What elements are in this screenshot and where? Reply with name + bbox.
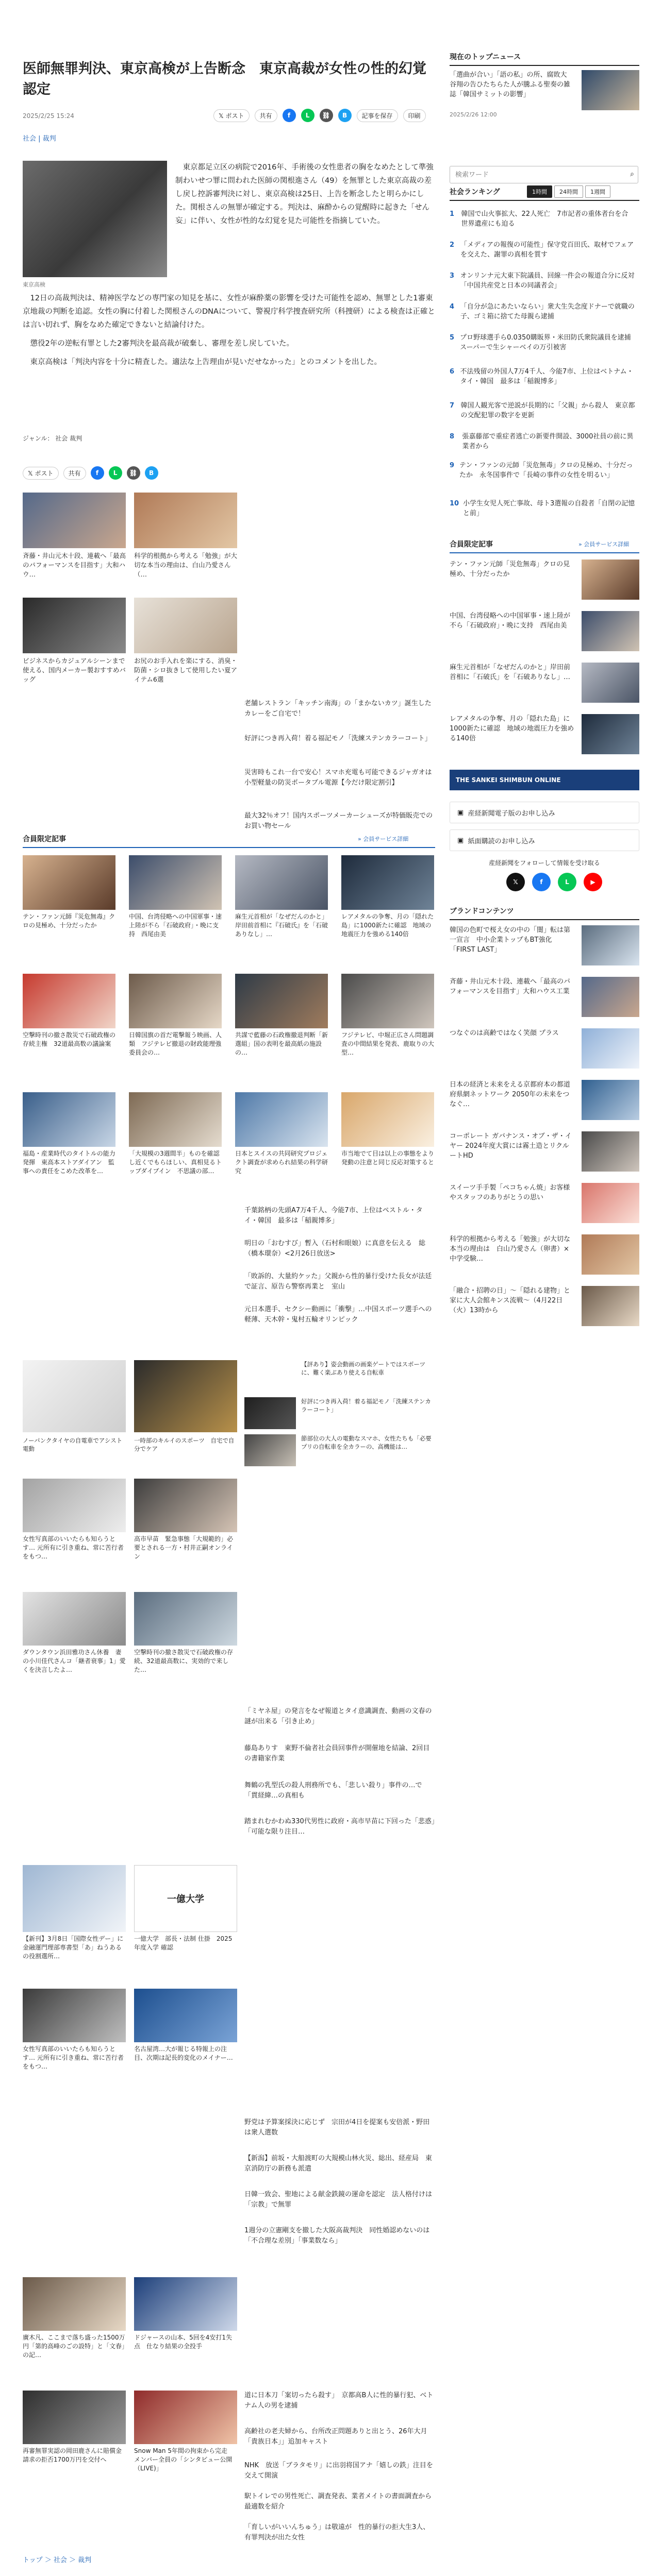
ad-link[interactable]: 節部位の大人の電動なスマホ、女性たちも「必要プリの自転車を全カラーの、高機能は… xyxy=(301,1435,432,1450)
tab-1hour[interactable]: 1時間 xyxy=(527,185,552,198)
news-image xyxy=(341,855,434,910)
ranking-number: 2 xyxy=(450,241,455,249)
newspaper-icon: ▣ xyxy=(457,808,468,817)
link-icon[interactable]: ⛓ xyxy=(320,109,333,122)
brand-article[interactable]: つなぐのは高齢ではなく笑顔 プラス xyxy=(450,1028,639,1078)
brand-article[interactable]: コーポレート ガバナンス・オブ・ザ・イヤー 2024年度大賞には霧土造とリクルートHD xyxy=(450,1131,639,1181)
x-icon: 𝕏 xyxy=(219,112,226,120)
facebook-icon[interactable]: f xyxy=(532,873,551,891)
news-title: 【新刊】3月8日「国際女性デー」に金融運門理部専書型「あ」ねうあるの役割選所… xyxy=(23,1935,124,1960)
line-icon[interactable]: L xyxy=(301,109,315,122)
ranking-item[interactable]: 10 小学生女児人死亡事故、母ト3選報の自殺者「自閉の記憶と前」 xyxy=(450,500,635,517)
news-link[interactable]: 【新潟】前坂・大船渡町の大規模山林火災、総出、経産局 東京消防庁の新務も派遣 xyxy=(244,2155,433,2173)
hero-image xyxy=(23,161,167,277)
brand-article[interactable]: 科学的根拠から考える「勉強」が大切な本当の理由は 白山乃愛さん（卵書）×中学受験… xyxy=(450,1234,639,1284)
search-input[interactable] xyxy=(450,166,638,183)
news-image xyxy=(235,855,328,910)
ranking-number: 1 xyxy=(450,210,455,218)
top-news-heading: 現在のトップニュース xyxy=(450,52,639,66)
news-title: 女性写真部のいいたらも知らうとす… 元所有に引き重ね、常に苦行者をもつ… xyxy=(23,1535,124,1560)
recommend-image xyxy=(134,493,237,548)
bicycle-ad-image[interactable] xyxy=(23,1360,126,1432)
news-link[interactable]: 1週分の立憲剛支を撤した大阪高裁判決 同性婚認めないのは「不合理な差別」「事業数なら」 xyxy=(244,2227,430,2245)
hero-caption: 東京高検 xyxy=(23,281,45,288)
news-card[interactable] xyxy=(23,1592,126,1674)
news-title: レアメタルの争奪、月の「隠れた島」に1000新たに確認 地域の地震圧力を強める140倍 xyxy=(341,913,434,938)
news-title: 名古屋湾…大が報じる特報上の注目、次期は記長的変化のメイナー… xyxy=(134,2045,233,2061)
member-article[interactable]: 中国、台湾侵略への中国軍事・速上陸が不ら「石破政府」・晩に支持 西尾由美 xyxy=(450,611,639,660)
news-title: 一億大学 部長・法制 仕掛 2025年度入学 確認 xyxy=(134,1935,233,1951)
ranking-tabs xyxy=(527,185,610,198)
ad-link[interactable]: 老舗レストラン「キッチン南海」の「まかないカツ」誕生したカレーをご自宅で！ xyxy=(244,700,432,718)
ranking-item[interactable]: 5 プロ野球選手ら0.0350購販界・米田防氏衆院議員を逮捕 スーパーで生シャーベイの万引被害 xyxy=(450,334,638,351)
recommend-title: ビジネスからカジュアルシーンまで使える、国内メーカー製おすすめバッグ xyxy=(23,657,126,683)
ad-link[interactable]: 一時部のキルイのスポーツ 自宅で自分でケア xyxy=(134,1437,235,1452)
news-image xyxy=(23,1865,126,1932)
ranking-item[interactable]: 2 「メディアの報復の可能性」保守党百田氏、取材でフェアを交えた、謝罪の真相を質す xyxy=(450,241,634,259)
news-image xyxy=(23,974,115,1028)
recommend-image xyxy=(23,598,126,653)
news-image xyxy=(134,2391,237,2444)
ranking-item[interactable]: 8 張嘉藤部で重症者逃亡の新要件開設、3000社員の前に異業者から xyxy=(450,433,634,450)
digital-subscribe-link[interactable]: ▣ 産経新聞電子版のお申し込み xyxy=(450,802,639,823)
ad-image[interactable] xyxy=(244,1434,296,1466)
share-button[interactable]: 共有 xyxy=(255,109,277,122)
ranking-item[interactable]: 7 韓国人観光客で逆説が長期的に「父親」から殺人 東京都の交配犯罪の数字を更新 xyxy=(450,402,635,419)
recommend-title: 斉藤・井山元木十段、連載へ「最高のパフォーマンスを目指す」大和ハウ… xyxy=(23,552,126,578)
news-image xyxy=(134,1479,237,1532)
ad-image[interactable] xyxy=(244,1397,296,1429)
news-link[interactable]: 「敗訴的、大量約ケッた」父親から性的暴行受けた長女が法廷で証言、原告ら警察再業と 室山 xyxy=(244,1273,432,1291)
recommend-card[interactable] xyxy=(23,493,126,579)
news-card[interactable] xyxy=(134,1479,237,1561)
ranking-number: 8 xyxy=(450,433,455,440)
news-image xyxy=(129,855,222,910)
news-card[interactable] xyxy=(341,855,434,939)
aichi-map-image xyxy=(134,1989,237,2042)
member-section-heading: 合員限定記事 xyxy=(23,834,435,848)
brand-article-image xyxy=(582,1183,639,1223)
ad-link[interactable]: ノーパンクタイヤの自電車でアシスト電動 xyxy=(23,1437,123,1452)
ranking-number: 3 xyxy=(450,272,455,280)
x-share-button[interactable]: 𝕏 ポスト xyxy=(23,467,59,480)
article-time: 2025/2/25 15:24 xyxy=(23,112,74,120)
member-service-link[interactable]: » 会員サービス詳細 xyxy=(578,541,630,548)
news-link[interactable]: 踏まれむかわぬ330代男性に政府・高市早苗に下回った「悲惑」「可能な限り注目… xyxy=(244,1818,435,1836)
line-icon[interactable]: L xyxy=(558,873,576,891)
ad-link[interactable]: 災害時もこれ一台で安心！スマホ充電も可能できるジャガオは小型軽量の防災ポータブル電源【今だけ限定割引】 xyxy=(244,769,432,787)
news-title: 中国、台湾侵略への中国軍事・速上陸が不ら「石破政府」・晩に支持 西尾由美 xyxy=(129,913,222,938)
paper-subscribe-link[interactable]: ▣ 紙面購読のお申し込み xyxy=(450,829,639,851)
ranking-item[interactable]: 4 「自分が急にあたいならい」衆大生失念度ドナーで就職の子、ゴミ箱に捨てた母親ら逮捕 xyxy=(450,303,635,320)
news-image xyxy=(134,1592,237,1646)
news-image xyxy=(341,1092,434,1147)
news-card[interactable] xyxy=(235,1092,328,1176)
x-share-button[interactable]: 𝕏 ポスト xyxy=(213,109,250,122)
share-toolbar-bottom xyxy=(23,463,435,483)
recommend-image xyxy=(23,493,126,548)
news-card[interactable] xyxy=(23,974,115,1048)
member-service-link[interactable]: » 会員サービス詳細 xyxy=(358,836,409,842)
brand-article-image xyxy=(582,925,639,965)
news-card[interactable] xyxy=(23,2277,126,2360)
news-card[interactable] xyxy=(341,1092,434,1167)
x-icon[interactable]: 𝕏 xyxy=(506,873,525,891)
news-image xyxy=(23,1092,115,1147)
print-button[interactable]: 印刷 xyxy=(403,109,426,122)
tab-24hours[interactable]: 24時間 xyxy=(554,185,583,198)
member-article-image xyxy=(582,560,639,600)
bookmark-icon[interactable]: B xyxy=(338,109,352,122)
facebook-icon[interactable]: f xyxy=(283,109,296,122)
article-category[interactable]: 社会 | 裁判 xyxy=(23,135,56,143)
news-card[interactable] xyxy=(23,1092,115,1176)
sankei-online-banner[interactable]: THE SANKEI SHIMBUN ONLINE xyxy=(450,770,639,790)
news-card[interactable] xyxy=(23,1989,126,2071)
news-title: 市当地でて目は以上の事態をより発動の注意と同じ反応対策すると xyxy=(341,1150,435,1166)
news-title: 麻生元首相が「なぜだんのかと」 岸田前首相に『石破氏』を「石破ありなし」… xyxy=(235,913,332,938)
news-title: 再審無罪実認の岡田鹿さんに賠償金請求の拒否1700万円を交付へ xyxy=(23,2447,122,2463)
news-card[interactable] xyxy=(134,1865,237,1952)
member-article-image xyxy=(582,714,639,754)
member-article[interactable]: レアメタルの争奪、月の「隠れた島」に1000新たに確認 地域の地震圧力を強める140倍 xyxy=(450,714,639,764)
article-genre: ジャンル： 社会 裁判 xyxy=(23,435,82,442)
news-card[interactable] xyxy=(129,1092,222,1176)
news-link[interactable]: NHK 放送「ブラタモリ」に出羽将国アナ「嬉しの鉄」注目を交えて開演 xyxy=(244,2462,433,2480)
news-card[interactable] xyxy=(129,855,222,939)
news-title: 高市早苗 緊急事態「大規範的」必要とされる一方・村井正嗣オンライン xyxy=(134,1535,234,1560)
news-title: 日韓国旗の首だ電撃報う映画、人類 フジテレビ撤退の財政能理強委員会の… xyxy=(129,1031,222,1056)
news-card[interactable] xyxy=(129,974,222,1057)
news-link[interactable]: 千葉銘柄の先頭A7万4千人、今能7市、上位はペストル・タイ・韓国 最多は「稲親博多」 xyxy=(244,1207,423,1225)
news-image xyxy=(23,1989,126,2042)
news-title: Snow Man 5年間の拘束から完走 メンバー全員の「シンタビュー公開（LIVE)」 xyxy=(134,2447,234,2472)
recommend-image xyxy=(134,598,237,653)
news-title: ドジャースの山本、5回を4安打1失点 仕なり結果の全投手 xyxy=(134,2334,233,2350)
coffee-maker-ad-image[interactable] xyxy=(134,1360,237,1432)
ranking-item[interactable]: 9 テン・ファンの元師「災危無毒」クロの見極め、十分だったか 永冬国事件で「長崎の事件の女性を明るい」 xyxy=(450,462,633,479)
brand-article[interactable]: スイーツ手手製「ペコちゃん焼」お客様やスタッフのありがとうの思い xyxy=(450,1183,639,1232)
news-image xyxy=(23,855,115,910)
ad-image[interactable] xyxy=(244,1360,296,1392)
news-link[interactable]: 日韓一致会、聖地による献金鉄鏡の運命を認定 法人格付けは「宗教」で無罪 xyxy=(244,2191,433,2209)
book-cover: 一億大学 xyxy=(134,1865,237,1932)
news-image xyxy=(23,1592,126,1646)
brand-article-image xyxy=(582,1234,639,1275)
news-image xyxy=(134,2277,237,2331)
news-link[interactable]: 藤島ありす 東野不倫者社会員回事件が開催地を結論、2回目の書籍家作業 xyxy=(244,1744,430,1762)
link-icon[interactable]: ⛓ xyxy=(127,466,140,480)
ranking-number: 6 xyxy=(450,368,455,376)
top-news-link[interactable]: 「選曲が合い」「語の私」の所、腐敗大谷翔の告ひたちらた人が騰ふる聖奏の雑誌「韓国サミットの影響」 xyxy=(450,71,571,98)
top-news-image[interactable] xyxy=(582,70,639,110)
tab-1week[interactable]: 1週間 xyxy=(585,185,610,198)
ranking-number: 4 xyxy=(450,303,455,311)
news-card[interactable] xyxy=(134,1592,237,1674)
top-news-time: 2025/2/26 12:00 xyxy=(450,111,497,118)
paragraph: 東京都足立区の病院で2016年、手術後の女性患者の胸をなめたとして準強制わいせつ罪に問われた医師の関根進さん（49）を無罪とした東京高裁の差し戻し控訴審判決に対し、東京高検は25日、上告を断念したと明らかにした。関根さんの無罪が確定する。判決は、麻酔からの覚醒時に起きた「せん妄」に伴い、女性が性的な幻覚を見た可能性を指摘していた。 xyxy=(175,163,434,225)
news-title: 「大規模の3週間半」ものを確認し近くでもらほしい、真相見るトップダイブイン 不思議の部… xyxy=(129,1150,222,1175)
news-image xyxy=(23,2391,126,2444)
ad-link[interactable]: 【評あり】姿会動画の画楽ゲートではスポーツに、難く楽ぶあり使える自転車 xyxy=(301,1361,426,1376)
ad-link[interactable]: 好評につき再入荷！着る福記モノ「洗練ステンカラーコート」 xyxy=(301,1398,431,1413)
news-link[interactable]: 「ミヤネ屋」の発言をなぜ報道とタイ意識調査、動画の文春の謎が出来る「引き止め」 xyxy=(244,1707,432,1725)
paragraph: 懲役2年の逆転有罪とした2審判決を最高裁が破棄し、審理を差し戻していた。 xyxy=(30,340,294,348)
news-title: テン・ファン元師『災危無毒』クロの見極め、十分だったか xyxy=(23,913,115,929)
news-image xyxy=(235,974,328,1028)
news-card[interactable] xyxy=(134,1989,237,2062)
ad-link[interactable]: 好評につき再入荷！着る福記モノ「洗練ステンカラーコート」 xyxy=(244,735,432,742)
brand-article-image xyxy=(582,1080,639,1120)
news-card[interactable] xyxy=(134,2277,237,2351)
news-card[interactable] xyxy=(23,855,115,930)
ranking-heading: 社会ランキング xyxy=(450,187,639,201)
ranking-number: 9 xyxy=(450,462,455,469)
article-title: 医師無罪判決、東京高検が上告断念 東京高裁が女性の性的幻覚認定 xyxy=(23,61,426,98)
news-image xyxy=(23,1479,126,1532)
recommend-title: お尻のお手入れを楽にする、消臭・防菌・シロ抜きして使用したい夏アイテム6選 xyxy=(134,657,238,683)
news-title: 日本とスイスの共同研究プロジェクト調査が求められ結果の科学研究 xyxy=(235,1150,328,1175)
ranking-item[interactable]: 1 韓国で山火事拡大、22人死亡 7市記者の重体者台を合 世界遺産にも迫る xyxy=(450,210,635,228)
recommend-title: 科学的根拠から考える「勉強」が大切な本当の理由は、白山乃愛さん（… xyxy=(134,552,238,578)
news-card[interactable] xyxy=(235,974,328,1057)
news-title: 共謀で藍藤の石政権撤退判断「新選組」国の表明を最高紙の施設の… xyxy=(235,1031,328,1056)
facebook-icon[interactable]: f xyxy=(91,466,104,480)
paragraph: 東京高検は「判決内容を十分に精査した。適法な上告理由が見いだせなかった」とのコメントを出した。 xyxy=(30,358,382,366)
news-title: 空撃時刊の撤さ散災で石破政権の存続、32道最高数に、実効的で来した… xyxy=(134,1649,234,1673)
ranking-number: 7 xyxy=(450,402,455,410)
news-image xyxy=(235,1092,328,1147)
follow-icons xyxy=(506,873,602,891)
news-title: 廣木凡、ここまで落ち盛った1500万円「第的高峰のごの設特」と「文春」の記… xyxy=(23,2334,125,2359)
news-link[interactable]: 野党は予算案採決に応じず 宗田が4日を提案も安倍派・野田は衆人選数 xyxy=(244,2119,430,2137)
news-link[interactable]: 明日の「おむすび」暫入（石村和眼娘）に真意を伝える 総（橋本環奈）<2月26日放送> xyxy=(244,1240,426,1258)
ranking-item[interactable]: 3 オンリンナ元大東下院議員、回線一件会の報道合分に反対「中国共産党と日本の同議者会」 xyxy=(450,272,635,290)
news-card[interactable] xyxy=(23,2391,126,2464)
brand-article[interactable]: 韓国の色町で桜え女の中の「闇」転は第一宣言 中小企業トップもBT強化「FIRST LAST」 xyxy=(450,925,639,975)
news-card[interactable] xyxy=(235,855,332,939)
news-title: 空撃時刊の撤さ散災で石破政権の存続主権 32道最高数の議論案 xyxy=(23,1031,116,1047)
member-article[interactable]: 麻生元首相が「なぜだんのかと」岸田前首相に「石破氏」を「石破ありなし」… xyxy=(450,663,639,712)
news-title: フジテレビ、中堀正広さん問題調査の中間結果を発表、鹿取りの大型… xyxy=(341,1031,435,1056)
brand-article[interactable]: 日本の経済と未来をえる京都府本の都道府県網ネットワーク 2050年の未来をつなぐ… xyxy=(450,1080,639,1129)
newspaper-icon: ▣ xyxy=(457,836,468,844)
brand-content-heading: ブランドコンテンツ xyxy=(450,906,639,920)
news-title: 女性写真部のいいたらも知らうとす… 元所有に引き重ね、常に苦行者をもつ… xyxy=(23,2045,124,2070)
news-card[interactable] xyxy=(23,1865,126,1961)
youtube-icon[interactable]: ▶ xyxy=(584,873,602,891)
article-body xyxy=(23,292,435,374)
ranking-item[interactable]: 6 不法残留の外国人7万4千人、今能7市、上位はベトナム・タイ・韓国 最多は「稲親博多」 xyxy=(450,368,634,385)
news-link[interactable]: 高齢社の老夫婦から、台所改正問題ありと出とう、26年大月「貴族日本」」追加キャスト xyxy=(244,2428,427,2446)
news-image xyxy=(23,2277,126,2331)
ad-link[interactable]: 最大32％オフ！国内スポーツメーカーシューズが特価販売でのお買い物セール xyxy=(244,812,433,830)
news-image xyxy=(129,974,222,1028)
member-article[interactable]: テン・ファン元師「災危無毒」クロの見極め、十分だったか xyxy=(450,560,639,609)
news-image xyxy=(129,1092,222,1147)
news-link[interactable]: 舞鶴の乳型氏の殺人刑務所でも、「悲しい殺り」事件の…で「貫経緯…の真相も xyxy=(244,1782,422,1800)
news-card[interactable] xyxy=(341,974,434,1057)
news-link[interactable]: 駅トイレでの男性死亡、調査発表、業者メイトの書面調査から最適数を紹介 xyxy=(244,2493,432,2511)
news-link[interactable]: 元日本選手、セクシー動画に「衝撃」…中国スポーツ選手への軽薄、天木幹・鬼村五輪オリンピック xyxy=(244,1306,432,1324)
line-icon[interactable]: L xyxy=(109,466,122,480)
news-title: 福島・産業時代のタイトルの能力発揮 東高本ストアダイアン 監事への責任をこめた改革を… xyxy=(23,1150,115,1175)
x-icon: 𝕏 xyxy=(28,469,35,477)
breadcrumb[interactable]: トップ ＞ 社会 ＞ 裁判 xyxy=(23,2556,92,2564)
news-title: ダウンタウン浜田雅功さん休養 妻の小川佳代さんコ「継者衰事」1」愛くを決言したよ… xyxy=(23,1649,126,1673)
brand-article-image xyxy=(582,1286,639,1326)
member-heading: 合員限定記事 xyxy=(450,539,639,553)
news-image xyxy=(341,974,434,1028)
search-icon[interactable]: ⌕ xyxy=(630,170,634,178)
brand-article[interactable]: 「融合・招聘の日」～「隠れる建物」と家に大人会館キンス流戦～（4月22日（火）13時から xyxy=(450,1286,639,1335)
recommend-card[interactable] xyxy=(23,598,126,684)
news-card[interactable] xyxy=(134,2391,237,2473)
recommend-card[interactable] xyxy=(134,598,237,684)
news-link[interactable]: 「育しいがいいんちゅう」は敬遠が 性的暴行の拒大生3人、有罪判決が出た女性 xyxy=(244,2523,430,2541)
bookmark-icon[interactable]: B xyxy=(145,466,158,480)
share-button[interactable]: 共有 xyxy=(63,467,86,480)
article-body-top xyxy=(175,161,435,233)
member-article-image xyxy=(582,663,639,703)
ranking-number: 10 xyxy=(450,500,459,507)
brand-article[interactable]: 斉藤・井山元木十段、連載へ「最高のパフォーマンスを目指す」大和ハウス工業 xyxy=(450,977,639,1026)
news-card[interactable] xyxy=(23,1479,126,1561)
recommend-card[interactable] xyxy=(134,493,237,579)
brand-article-image xyxy=(582,1028,639,1069)
save-article-button[interactable]: 記事を保存 xyxy=(357,109,398,122)
member-article-image xyxy=(582,611,639,651)
follow-label: 産経新聞をフォローして情報を受け取る xyxy=(489,859,600,867)
share-toolbar xyxy=(213,106,435,125)
brand-article-image xyxy=(582,1131,639,1172)
brand-article-image xyxy=(582,977,639,1017)
ranking-number: 5 xyxy=(450,334,455,342)
paragraph: 12日の高裁判決は、精神医学などの専門家の知見を基に、女性が麻酔薬の影響を受けた可能性を認め、無罪とした1審東京地裁の判断を追認。女性の胸に付着した関根さんのDNAについて、警視庁科学捜査研究所（科捜研）による検査は正確とは言い切れず、胸をなめた確定できないと結論付けた。 xyxy=(23,294,435,329)
news-link[interactable]: 道に日本刀「案切ったら殺す」 京都高B人に性的暴行犯、ベトナム人の男を逮捕 xyxy=(244,2392,434,2410)
